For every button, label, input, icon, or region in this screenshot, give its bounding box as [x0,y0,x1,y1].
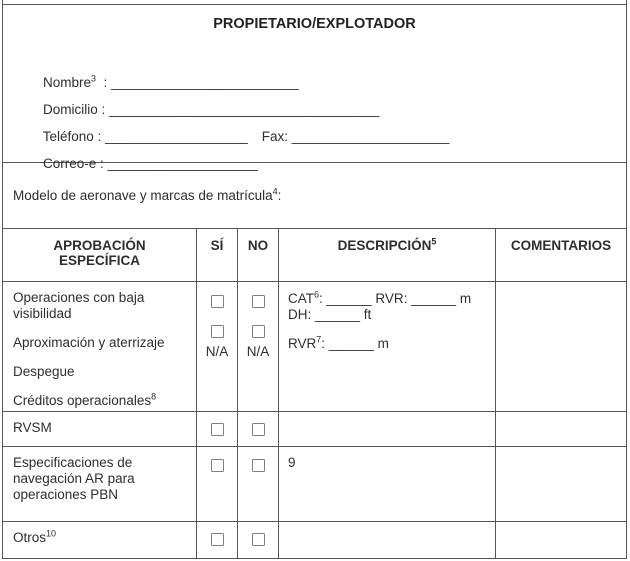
cat-rvr-line: CAT$^6$: ______ RVR: ______ m [288,289,472,306]
domicilio-blank-line[interactable]: ____________________________________ [109,102,380,117]
no-checkbox-1[interactable] [252,295,265,308]
no-cell [238,522,279,558]
correo-label: Correo-e : [43,156,108,171]
table-header-row [3,229,626,282]
telefono-label: Teléfono : [42,129,106,144]
no-checkbox[interactable] [252,423,265,436]
correo-blank-line[interactable]: ____________________ [107,156,258,171]
footnote-7: 7 [316,334,322,345]
approval-name-cell: RVSM [3,412,197,446]
na-label: N/A [246,344,270,359]
footnote-6: 6 [314,289,320,300]
form-frame [2,0,627,559]
approval-item-label: Despegue [13,364,75,379]
row-otros [3,522,626,558]
row-pbn-ar-navigation [3,447,626,522]
na-label: N/A [205,344,229,359]
aircraft-model-label: Modelo de aeronave y marcas de matrícula$^4$: [13,186,282,203]
footnote-4: 4 [272,186,278,197]
header-descripcion: DESCRIPCIÓN$^5$ [279,229,496,281]
header-comentarios: COMENTARIOS [510,238,612,253]
si-cell [197,282,238,411]
si-checkbox[interactable] [211,423,224,436]
si-checkbox[interactable] [211,459,224,472]
header-aprobacion-especifica: APROBACIÓN ESPECÍFICA [3,229,197,281]
specific-approvals-table [3,229,626,558]
approval-item-label: Operaciones con baja visibilidad [13,290,145,321]
si-checkbox-2[interactable] [211,325,224,338]
si-checkbox-1[interactable] [211,295,224,308]
comments-cell [496,447,626,521]
approval-item-label: Aproximación y aterrizaje [13,335,165,350]
no-cell [238,447,279,521]
description-cell: 9 [279,447,496,521]
telefono-blank-line[interactable]: ___________________ [105,129,248,144]
dh-line: DH: ______ ft [288,307,372,322]
rvr7-line: RVR$^7$: ______ m [288,334,389,351]
owner-section-title: PROPIETARIO/EXPLOTADOR [213,16,416,32]
header-si: SÍ [197,229,238,281]
approval-name-cell: Otros$^{10}$ [3,522,197,558]
domicilio-label: Domicilio : [43,102,110,117]
fax-label: Fax: [261,129,292,144]
footnote-10: 10 [46,528,57,539]
si-cell [197,522,238,558]
description-cell [279,412,496,446]
no-checkbox[interactable] [252,533,265,546]
approval-name-cell [3,282,197,411]
header-no: NO [238,229,279,281]
footnote-3: 3 [91,73,97,84]
footnote-8: 8 [151,391,157,402]
nombre-label: Nombre$^3$ : [43,73,112,90]
field-nombre [13,42,616,90]
approval-item-label: Créditos operacionales$^8$ [13,391,157,408]
no-checkbox[interactable] [252,459,265,472]
si-cell [197,412,238,446]
no-cell [238,412,279,446]
fax-blank-line[interactable]: _____________________ [291,129,450,144]
approval-name-cell: Especificaciones de navegación AR para operaciones PBN [3,447,197,521]
no-cell [238,282,279,411]
comments-cell [496,412,626,446]
si-cell [197,447,238,521]
description-cell [279,282,496,411]
no-checkbox-2[interactable] [252,325,265,338]
comments-cell [496,522,626,558]
footnote-5: 5 [431,236,437,247]
si-checkbox[interactable] [211,533,224,546]
row-rvsm [3,412,626,447]
description-cell [279,522,496,558]
nombre-blank-line[interactable]: _________________________ [111,75,299,90]
comments-cell [496,282,626,411]
row-low-visibility-operations [3,282,626,412]
owner-operator-section [3,5,626,171]
